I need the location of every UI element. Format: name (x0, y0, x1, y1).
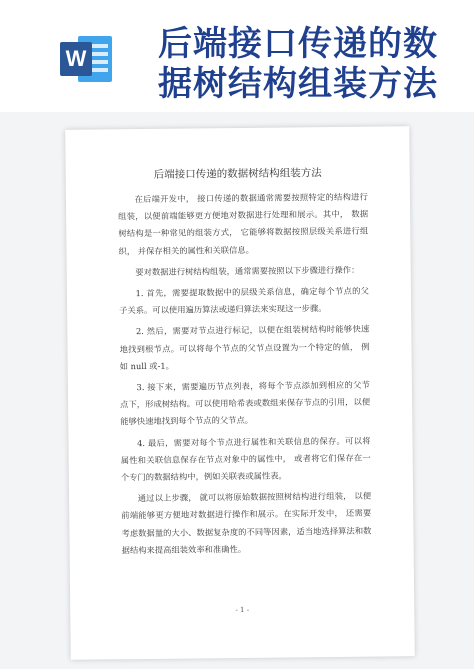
banner-title (158, 24, 468, 104)
paragraph-step-4: 4. 最后，需要对每个节点进行属性和关联信息的保存。可以将属性和关联信息保存在节点对象中的属性中， 或者将它们保存在一个专门的数据结构中，例如关联表或属性表。 (120, 435, 371, 483)
document-body (118, 189, 372, 564)
paragraph-step-3: 3. 接下来，需要遍历节点列表，将每个节点添加到相应的父节点下，形成树结构。可以使用哈希表或数组来保存节点的引用，以便能够快速地找到每个节点的父节点。 (120, 379, 371, 427)
page-number: - 1 - (235, 605, 250, 615)
paragraph-step-1: 1. 首先，需要提取数据中的层级关系信息，确定每个节点的父子关系。可以使用遍历算法或递归算法来实现这一步骤。 (119, 285, 369, 316)
document-title: 后端接口传递的数据树结构组装方法 (153, 167, 322, 181)
word-document-icon (58, 30, 116, 88)
banner-title-line-1: 后端接口传递的数 (158, 24, 438, 64)
paragraph-conclusion: 通过以上步骤， 就可以将原始数据按照树结构进行组装， 以便前端能够更方便地对数据进行操作和展示。在实际开发中， 还需要考虑数据量的大小、数据复杂度的不同等因素，适当地选择算法和数据结构来提高组装效率和准确性。 (121, 490, 372, 556)
paragraph-steps-lead: 要对数据进行树结构组装，通常需要按照以下步骤进行操作： (135, 264, 360, 277)
document-page (65, 126, 415, 660)
paragraph-step-2: 2. 然后，需要对节点进行标记，以便在组装树结构时能够快速地找到根节点。可以将每个节点的父节点设置为一个特定的值， 例如 null 或-1。 (119, 324, 370, 372)
banner (0, 0, 474, 112)
paragraph-intro: 在后端开发中， 接口传递的数据通常需要按照特定的结构进行组装，以便前端能够更方便地对数据进行处理和展示。其中， 数据树结构是一种常见的组装方式， 它能够将数据按照层级关系进行组织， 并保存相关的属性和关联信息。 (118, 191, 369, 256)
banner-title-line-2: 据树结构组装方法 (158, 64, 438, 104)
word-logo-letter: W (65, 46, 87, 71)
